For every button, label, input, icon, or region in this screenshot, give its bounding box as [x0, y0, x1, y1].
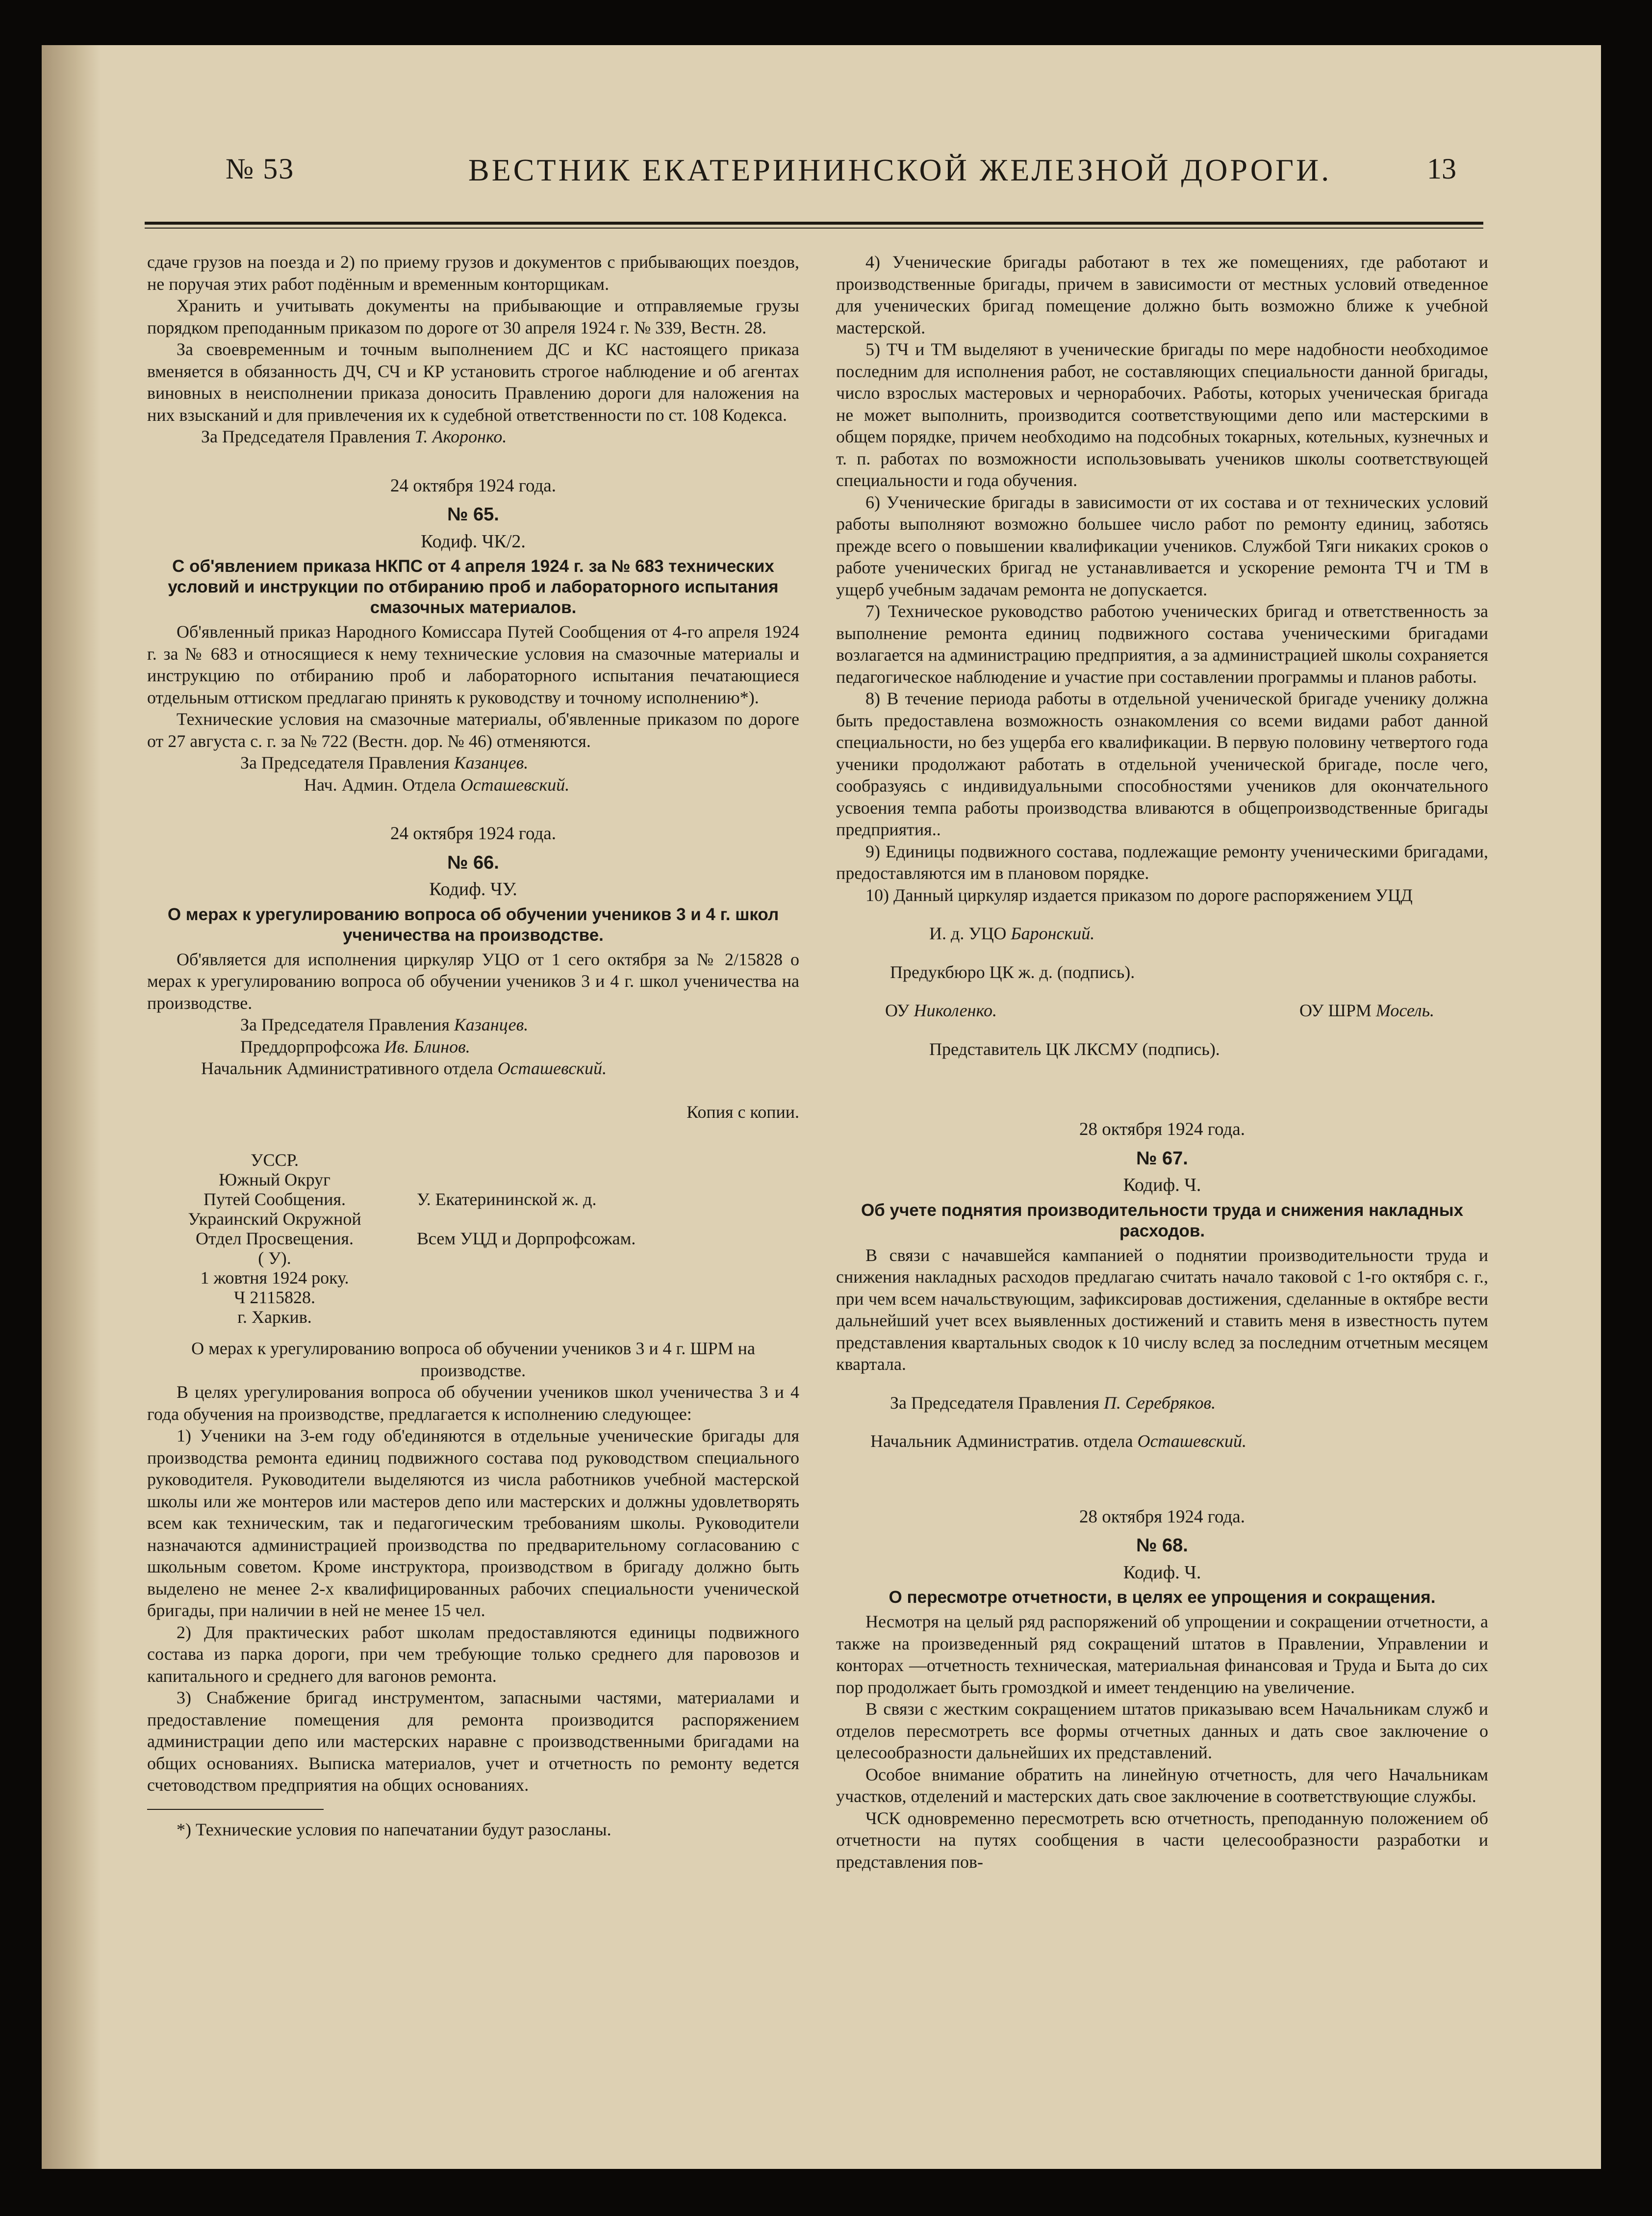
circular-point-8: 8) В течение периода работы в отдельной ученической бригаде ученику должна быть предоставлена возможность ознакомления со всеми видами работ данной специальности, но без ущерба его квалификации. В первую половину четвертого года ученики продолжают работать в отдельной ученической бригаде, после чего, сообразуясь с индивидуальными способностями учеников для окончательного усвоения темпа работы производства вливаются в общепроизводственные бригады предприятия.. [836, 689, 1488, 839]
order-67-number: № 67. [1136, 1148, 1188, 1169]
order-67-date: 28 октября 1924 года. [1079, 1119, 1245, 1139]
signature-ou [885, 1000, 997, 1022]
issue-number: № 53 [226, 153, 295, 185]
order-66-heading: О мерах к урегулированию вопроса об обучении учеников 3 и 4 г. школ ученичества на производстве. [167, 904, 779, 945]
signature-lksmu: Представитель ЦК ЛКСМУ (подпись). [929, 1039, 1220, 1059]
footnote-rule [147, 1809, 324, 1810]
order-65-signature-1 [147, 752, 799, 774]
circular-point-5: 5) ТЧ и ТМ выделяют в ученические бригады по мере надобности необходимое последним для исполнения работ, не составляющих специальности данной бригады, число взрослых мастеровых и чернорабочих. Работы, которых ученическая бригада не может выполнить, производится соответствующими депо или мастерскими в общем порядке, причем необходимо на подсобных токарных, котельных, кузнечных и т. п. работах по возможности использовывать учеников школы соответствующей специальности и года обучения. [836, 339, 1488, 490]
order-65-date: 24 октября 1924 года. [390, 475, 556, 496]
signature-name: Осташевский. [460, 774, 570, 795]
signature-name: Осташевский. [1137, 1431, 1246, 1451]
circular-point-7: 7) Техническое руководство работою ученических бригад и ответственность за выполнение ремонта единиц подвижного состава ученическими бригадами возлагается на администрацию предприятия, а за администрацией школы сохраняется педагогическое наблюдение и участие при составлении программы и планов работы. [836, 601, 1488, 687]
circular-intro: В целях урегулирования вопроса об обучении учеников школ ученичества 3 и 4 года обучения на производстве, предлагается к исполнению следующее: [147, 1382, 799, 1424]
page-binding-shadow [42, 45, 101, 2169]
sender-block [147, 1150, 402, 1327]
signature-prefix: И. д. УЦО [929, 924, 1007, 943]
order-68-number: № 68. [1136, 1535, 1188, 1556]
recipient-block [402, 1150, 799, 1327]
circular-title: О мерах к урегулированию вопроса об обучении учеников 3 и 4 г. ШРМ на производстве. [191, 1339, 755, 1380]
signature-prefix: Начальник Административного отдела [201, 1058, 493, 1078]
order-66-date: 24 октября 1924 года. [390, 824, 556, 844]
intro-paragraph-2: Хранить и учитывать документы на прибывающие и отправляемые грузы порядком преподанным приказом по дороге от 30 апреля 1924 г. № 339, Вестн. 28. [147, 296, 799, 337]
sender-line: ( У). [258, 1248, 291, 1268]
order-66-signature-3 [147, 1057, 799, 1080]
order-65-codif: Кодиф. ЧК/2. [421, 531, 526, 552]
newspaper-page [42, 45, 1601, 2169]
signature-name: Мосель. [1375, 1001, 1434, 1020]
order-65-heading: С об'явлением приказа НКПС от 4 апреля 1924 г. за № 683 технических условий и инструкции по отбиранию проб и лабораторного испытания смазочных материалов. [168, 557, 779, 617]
order-65-signature-2 [147, 774, 799, 796]
sender-line: Украинский Окружной [188, 1209, 361, 1229]
signature-prefix: За Председателя Правления [240, 753, 450, 773]
signature-prefix: Начальник Административ. отдела [870, 1431, 1133, 1451]
signature-prefix: Нач. Админ. Отдела [304, 774, 456, 795]
header-rule-thin [145, 228, 1483, 229]
signature-name: Казанцев. [454, 753, 529, 773]
signature-name: Николенко. [914, 1001, 997, 1020]
order-66-number: № 66. [447, 852, 499, 873]
order-66-codif: Кодиф. ЧУ. [429, 879, 517, 900]
copy-note: Копия с копии. [686, 1102, 799, 1122]
circular-point-4: 4) Ученические бригады работают в тех же помещениях, где работают и производственные бригады, причем в зависимости от местных условий отведенное для ученических бригад помещение должно быть возможно ближе к учебной мастерской. [836, 252, 1488, 337]
signature-name: Казанцев. [454, 1015, 529, 1034]
order-67-signature-2 [836, 1430, 1488, 1452]
footnote: *) Технические условия по напечатании будут разосланы. [177, 1819, 611, 1839]
circular-point-2: 2) Для практических работ школам предоставляются единицы подвижного состава из парка дороги, при чем требующие только среднего для паровозов и капитального и среднего для вагонов ремонта. [147, 1622, 799, 1686]
intro-paragraph-1: сдаче грузов на поезда и 2) по приему грузов и документов с прибывающих поездов, не поручая этих работ подённым и временным конторщикам. [147, 252, 799, 294]
circular-point-3: 3) Снабжение бригад инструментом, запасными частями, материалами и предоставление помещения для ремонта производится распоряжением администрации депо или мастерских наравне с производственными бригадами на общих основаниях. Выписка материалов, учет и отчетность по ремонту ведется счетоводством предприятия на общих основаниях. [147, 1688, 799, 1795]
order-67-codif: Кодиф. Ч. [1123, 1175, 1201, 1195]
signature-prefix: За Председателя Правления [890, 1392, 1099, 1413]
order-67-paragraph-1: В связи с начавшейся кампанией о поднятии производительности труда и снижения накладных расходов предлагаю считать начало таковой с 1-го октября с. г., при чем всем начальствующим, зафиксировав достижения, сделанные в октябре вести дальнейший учет всех выявленных достижений и ставить меня в известность путем представления квартальных сводок к 10 числу вслед за последним отчетным месяцем квартала. [836, 1245, 1488, 1374]
circular-point-10: 10) Данный циркуляр издается приказом по дороге распоряжением УЦД [865, 885, 1413, 905]
order-68-codif: Кодиф. Ч. [1123, 1562, 1201, 1583]
signature-name: Осташевский. [497, 1058, 607, 1078]
order-68-paragraph-4: ЧСК одновременно пересмотреть всю отчетность, преподанную положением об отчетности на путях сообщения в части целесообразности разработки и представления пов- [836, 1808, 1488, 1872]
intro-signature [147, 426, 799, 448]
sender-line: г. Харкив. [237, 1307, 312, 1327]
signature-name: Ив. Блинов. [384, 1036, 470, 1056]
page-header [162, 152, 1486, 226]
order-66-paragraph-1: Об'является для исполнения циркуляр УЦО от 1 сего октября за № 2/15828 о мерах к урегулированию вопроса об обучении учеников 3 и 4 г. школ ученичества на производстве. [147, 949, 799, 1013]
order-68-heading: О пересмотре отчетности, в целях ее упрощения и сокращения. [889, 1588, 1436, 1607]
signature-name: Т. Акоронко. [414, 427, 507, 446]
header-rule [145, 222, 1483, 225]
signature-row [836, 1000, 1488, 1022]
order-68-paragraph-1: Несмотря на целый ряд распоряжений об упрощении и сокращении отчетности, а также на произведенный ряд сокращений штатов в Правлении, Управлении и конторах —отчетность техническая, материальная финансовая и Труда и Быта до сих пор продолжает быть громоздкой и имеет тенденцию на увеличение. [836, 1612, 1488, 1697]
circular-point-6: 6) Ученические бригады в зависимости от их состава и от технических условий работы выполняют возможно большее число работ по ремонту единиц, заботясь прежде всего о повышении квалификации учеников. Службой Тяги никаких сроков о работе ученических бригад не устанавливается и ускорение ремонта ТЧ и ТМ в ущерб учебным задачам ремонта не допускается. [836, 492, 1488, 599]
order-65-number: № 65. [447, 504, 499, 525]
signature-prefix: За Председателя Правления [240, 1015, 450, 1034]
signature-ou-shrm [1299, 1000, 1434, 1022]
order-66-signature-1 [147, 1014, 799, 1036]
signature-prefix: ОУ ШРМ [1299, 1001, 1372, 1020]
order-68-paragraph-2: В связи с жестким сокращением штатов приказываю всем Начальникам служб и отделов пересмотреть все формы отчетных данных и дать свое заключение о целесообразности дальнейших их представлений. [836, 1699, 1488, 1762]
newspaper-title: ВЕСТНИК ЕКАТЕРИНИНСКОЙ ЖЕЛЕЗНОЙ ДОРОГИ. [468, 153, 1332, 187]
order-68-date: 28 октября 1924 года. [1079, 1506, 1245, 1527]
recipient-line: У. Екатерининской ж. д. [417, 1189, 597, 1209]
circular-signatures [836, 923, 1488, 1060]
signature-predukbyuro: Предукбюро ЦК ж. д. (подпись). [890, 962, 1135, 982]
signature-prefix: За Председателя Правления [201, 427, 410, 446]
circular-point-1: 1) Ученики на 3-ем году об'единяются в отдельные ученические бригады для производства ремонта единиц подвижного состава под руководством специального руководителя. Руководители выделяются из числа работников учебной мастерской школы или же монтеров или мастеров депо или мастерских и должны удовлетворять всем как техническим, так и педагогическим требованиям школы. Руководители назначаются администрацией производства по предварительному согласованию с школьным советом. Кроме инструктора, производством в бригаду должно быть выделено не менее 2-х квалифицированных рабочих специальности ученической бригады, при наличии в ней не менее 15 чел. [147, 1426, 799, 1620]
sender-line: Южный Округ [219, 1170, 330, 1189]
order-68-paragraph-3: Особое внимание обратить на линейную отчетность, для чего Начальникам участков, отделений и мастерских дать свое заключение в соответствующие службы. [836, 1764, 1488, 1806]
order-67-signature-1 [836, 1392, 1488, 1414]
signature-prefix: ОУ [885, 1001, 910, 1020]
order-65-paragraph-2: Технические условия на смазочные материалы, об'явленные приказом по дороге от 27 августа с. г. за № 722 (Вестн. дор. № 46) отменяются. [147, 709, 799, 751]
intro-paragraph-3: За своевременным и точным выполнением ДС и КС настоящего приказа вменяется в обязанность ДЧ, СЧ и КР установить строгое наблюдение и об агентах виновных в неисполнении приказа доносить Правлению дороги для наложения на них взысканий и для привлечения их к судебной ответственности по ст. 108 Кодекса. [147, 339, 799, 425]
page-number: 13 [1427, 153, 1456, 185]
order-65-paragraph-1: Об'явленный приказ Народного Комиссара Путей Сообщения от 4-го апреля 1924 г. за № 683 и относящиеся к нему технические условия на смазочные материалы и инструкцию по отбиранию проб и лабораторного испытания печатающиеся отдельным оттиском предлагаю принять к руководству и точному исполнению*). [147, 622, 799, 707]
circular-point-9: 9) Единицы подвижного состава, подлежащие ремонту ученическими бригадами, предоставляются им в плановом порядке. [836, 841, 1488, 883]
recipient-line: Всем УЦД и Дорпрофсожам. [417, 1229, 636, 1248]
sender-line: Отдел Просвещения. [196, 1229, 354, 1248]
signature-prefix: Преддорпрофсожа [240, 1036, 380, 1056]
right-column [836, 251, 1488, 1873]
order-66-signature-2 [147, 1036, 799, 1058]
signature-uco [836, 923, 1488, 945]
sender-line: Путей Сообщения. [203, 1189, 346, 1209]
sender-line: УССР. [250, 1150, 299, 1170]
signature-name: П. Серебряков. [1103, 1392, 1216, 1413]
sender-line: 1 жовтня 1924 року. [200, 1268, 349, 1288]
signature-name: Баронский. [1011, 924, 1095, 943]
sender-line: Ч 2115828. [233, 1288, 316, 1307]
order-67-heading: Об учете поднятия производительности труда и снижения накладных расходов. [861, 1200, 1464, 1240]
circular-address-block [147, 1150, 799, 1327]
left-column [147, 251, 799, 1840]
